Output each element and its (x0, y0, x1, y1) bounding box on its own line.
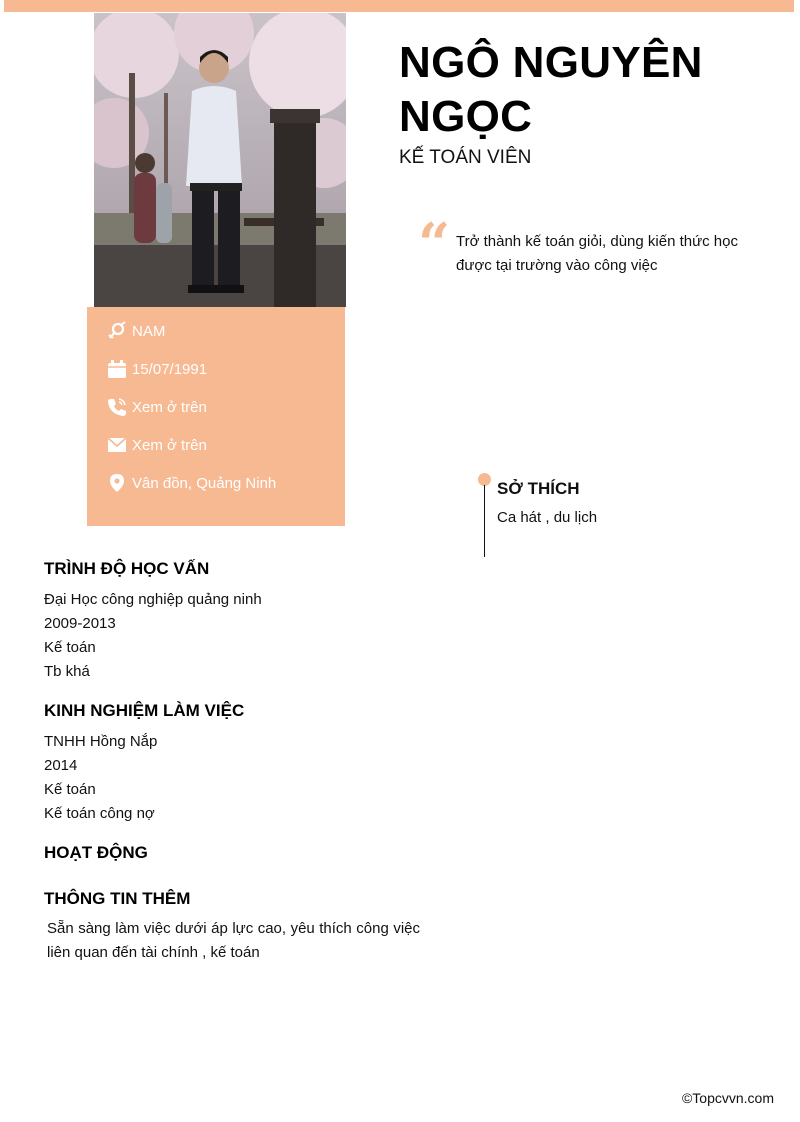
contact-phone-value: Xem ở trên (132, 398, 207, 416)
contact-address (107, 471, 276, 495)
quote-icon: “ (418, 211, 451, 277)
experience-position: Kế toán (44, 781, 96, 798)
education-details (44, 588, 262, 684)
education-grade: Tb khá (44, 663, 90, 680)
contact-birthdate-value: 15/07/1991 (132, 360, 208, 378)
contact-address-value: Vân đồn, Quảng Ninh (132, 474, 277, 492)
hobbies-text: Ca hát , du lịch (497, 509, 598, 526)
education-major: Kế toán (44, 639, 96, 656)
name-line-2: NGỌC (399, 92, 533, 141)
contact-email (107, 433, 207, 457)
education-school: Đại Học công nghiệp quảng ninh (44, 591, 262, 608)
career-objective: Trở thành kế toán giỏi, dùng kiến thức học được tại trường vào công việc (456, 233, 738, 274)
hobbies-title: SỞ THÍCH (497, 479, 580, 498)
calendar-icon (107, 359, 127, 379)
contact-gender (107, 319, 165, 343)
experience-description: Kế toán công nợ (44, 805, 155, 822)
experience-title: KINH NGHIỆM LÀM VIỆC (44, 701, 245, 720)
contact-gender-value: NAM (132, 322, 166, 340)
experience-year: 2014 (44, 757, 78, 774)
name-line-1: NGÔ NGUYÊN (399, 38, 703, 87)
top-accent-bar (4, 0, 794, 12)
copyright: ©Topcvvn.com (681, 1090, 774, 1106)
extra-info-text: Sẵn sàng làm việc dưới áp lực cao, yêu thích công việc liên quan đến tài chính , kế toán (47, 920, 420, 961)
experience-details (44, 730, 157, 826)
education-years: 2009-2013 (44, 615, 116, 632)
extra-info-title: THÔNG TIN THÊM (44, 889, 191, 908)
contact-email-value: Xem ở trên (132, 436, 207, 454)
candidate-name (399, 36, 703, 144)
location-icon (107, 473, 127, 493)
gender-icon (107, 321, 127, 341)
activities-title: HOẠT ĐỘNG (44, 843, 148, 862)
contact-birthdate (107, 357, 207, 381)
email-icon (107, 435, 127, 455)
contact-card (87, 307, 345, 526)
timeline-line (484, 485, 485, 557)
phone-icon (107, 397, 127, 417)
contact-phone (107, 395, 207, 419)
education-title: TRÌNH ĐỘ HỌC VẤN (44, 559, 210, 578)
job-title: KẾ TOÁN VIÊN (399, 147, 532, 168)
experience-company: TNHH Hồng Nắp (44, 733, 158, 750)
profile-photo (94, 13, 346, 307)
